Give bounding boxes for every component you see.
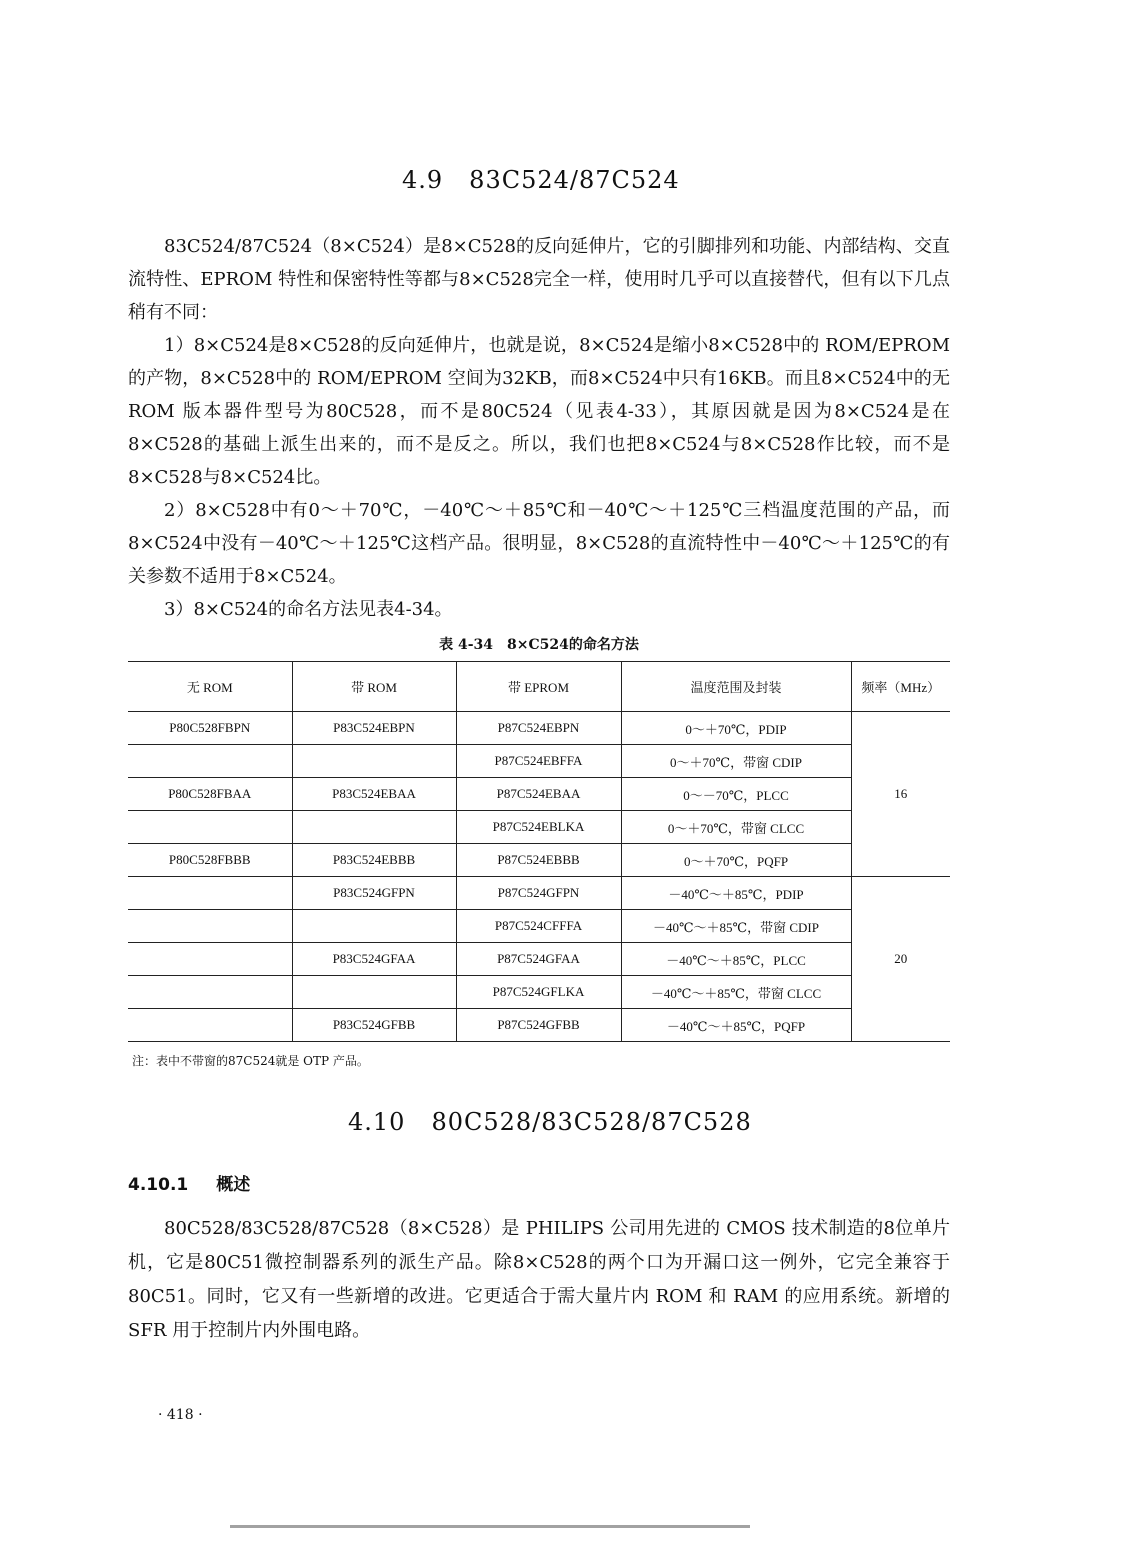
cell-temp-package: 0～－70℃，PLCC — [621, 778, 851, 811]
subsection-heading-4-10-1 — [128, 1170, 250, 1195]
cell-temp-package: －40℃～＋85℃，PQFP — [621, 1009, 851, 1042]
table-row — [128, 976, 950, 1009]
cell-temp-package: 0～＋70℃，带窗 CLCC — [621, 811, 851, 844]
table-row — [128, 910, 950, 943]
cell-no-rom — [128, 910, 292, 943]
cell-rom — [292, 910, 456, 943]
cell-eprom: P87C524EBAA — [456, 778, 621, 811]
cell-eprom: P87C524EBBB — [456, 844, 621, 877]
cell-no-rom — [128, 745, 292, 778]
cell-eprom: P87C524CFFFA — [456, 910, 621, 943]
cell-rom — [292, 976, 456, 1009]
naming-table — [128, 661, 950, 1042]
table-row — [128, 1009, 950, 1042]
cell-no-rom: P80C528FBAA — [128, 778, 292, 811]
section-title: 80C528/83C528/87C528 — [431, 1108, 752, 1136]
overview-paragraph: 80C528/83C528/87C528（8×C528）是 PHILIPS 公司用先进的 CMOS 技术制造的8位单片机，它是80C51微控制器系列的派生产品。除8×C528的两个口为开漏口这一例外，它完全兼容于80C51。同时，它又有一些新增的改进。它更适合于需大量片内 ROM 和 RAM 的应用系统。新增的 SFR 用于控制片内外围电路。 — [128, 1218, 950, 1341]
cell-eprom: P87C524EBPN — [456, 712, 621, 745]
cell-eprom: P87C524EBFFA — [456, 745, 621, 778]
section-4-9-body — [128, 230, 950, 626]
header-rom: 带 ROM — [292, 662, 456, 712]
cell-no-rom — [128, 976, 292, 1009]
cell-eprom: P87C524GFLKA — [456, 976, 621, 1009]
cell-temp-package: 0～＋70℃，带窗 CDIP — [621, 745, 851, 778]
header-frequency: 频率（MHz） — [851, 662, 950, 712]
cell-temp-package: －40℃～＋85℃，带窗 CDIP — [621, 910, 851, 943]
cell-temp-package: －40℃～＋85℃，PLCC — [621, 943, 851, 976]
section-heading-4-9 — [402, 166, 680, 194]
table-row — [128, 745, 950, 778]
cell-eprom: P87C524GFPN — [456, 877, 621, 910]
cell-rom: P83C524EBPN — [292, 712, 456, 745]
subsection-title: 概述 — [216, 1175, 251, 1195]
table-note: 注：表中不带窗的87C524就是 OTP 产品。 — [132, 1054, 369, 1068]
table-row — [128, 844, 950, 877]
cell-eprom: P87C524EBLKA — [456, 811, 621, 844]
cell-eprom: P87C524GFBB — [456, 1009, 621, 1042]
table-row — [128, 712, 950, 745]
cell-frequency-16: 16 — [851, 712, 950, 877]
cell-no-rom: P80C528FBBB — [128, 844, 292, 877]
cell-no-rom — [128, 1009, 292, 1042]
cell-rom: P83C524GFPN — [292, 877, 456, 910]
section-number: 4.10 — [348, 1108, 406, 1136]
table-row — [128, 811, 950, 844]
subsection-number: 4.10.1 — [128, 1175, 189, 1195]
cell-no-rom — [128, 943, 292, 976]
section-4-10-body — [128, 1212, 950, 1348]
table-header-row — [128, 662, 950, 712]
section-heading-4-10 — [348, 1108, 752, 1136]
section-number: 4.9 — [402, 166, 444, 194]
cell-frequency-20: 20 — [851, 877, 950, 1042]
cell-temp-package: 0～＋70℃，PQFP — [621, 844, 851, 877]
table-row — [128, 778, 950, 811]
cell-rom — [292, 745, 456, 778]
scan-artifact-line — [230, 1525, 750, 1528]
point-1-paragraph: 1）8×C524是8×C528的反向延伸片，也就是说，8×C524是缩小8×C528中的 ROM/EPROM 的产物，8×C528中的 ROM/EPROM 空间为32KB，而8×C524中只有16KB。而且8×C524中的无 ROM 版本器件型号为80C528，而不是80C524（见表4-33），其原因就是因为8×C524是在8×C528的基础上派生出来的，而不是反之。所以，我们也把8×C524与8×C528作比较，而不是8×C528与8×C524比。 — [128, 335, 950, 488]
point-2-paragraph: 2）8×C528中有0～＋70℃，－40℃～＋85℃和－40℃～＋125℃三档温度范围的产品，而8×C524中没有－40℃～＋125℃这档产品。很明显，8×C528的直流特性中－40℃～＋125℃的有关参数不适用于8×C524。 — [128, 500, 950, 587]
header-no-rom: 无 ROM — [128, 662, 292, 712]
table-caption: 表 4-34 8×C524的命名方法 — [439, 637, 639, 653]
cell-rom: P83C524EBBB — [292, 844, 456, 877]
header-eprom: 带 EPROM — [456, 662, 621, 712]
intro-paragraph: 83C524/87C524（8×C524）是8×C528的反向延伸片，它的引脚排列和功能、内部结构、交直流特性、EPROM 特性和保密特性等都与8×C528完全一样，使用时几乎可以直接替代，但有以下几点稍有不同： — [128, 236, 950, 323]
point-3-paragraph: 3）8×C524的命名方法见表4-34。 — [164, 599, 453, 620]
cell-no-rom: P80C528FBPN — [128, 712, 292, 745]
cell-rom — [292, 811, 456, 844]
section-title: 83C524/87C524 — [469, 166, 680, 194]
table-row — [128, 943, 950, 976]
cell-temp-package: 0～＋70℃，PDIP — [621, 712, 851, 745]
cell-no-rom — [128, 877, 292, 910]
cell-rom: P83C524EBAA — [292, 778, 456, 811]
table-row — [128, 877, 950, 910]
cell-temp-package: －40℃～＋85℃，PDIP — [621, 877, 851, 910]
page-number: · 418 · — [158, 1407, 203, 1423]
header-temp-package: 温度范围及封装 — [621, 662, 851, 712]
cell-rom: P83C524GFBB — [292, 1009, 456, 1042]
cell-no-rom — [128, 811, 292, 844]
cell-temp-package: －40℃～＋85℃，带窗 CLCC — [621, 976, 851, 1009]
cell-rom: P83C524GFAA — [292, 943, 456, 976]
cell-eprom: P87C524GFAA — [456, 943, 621, 976]
